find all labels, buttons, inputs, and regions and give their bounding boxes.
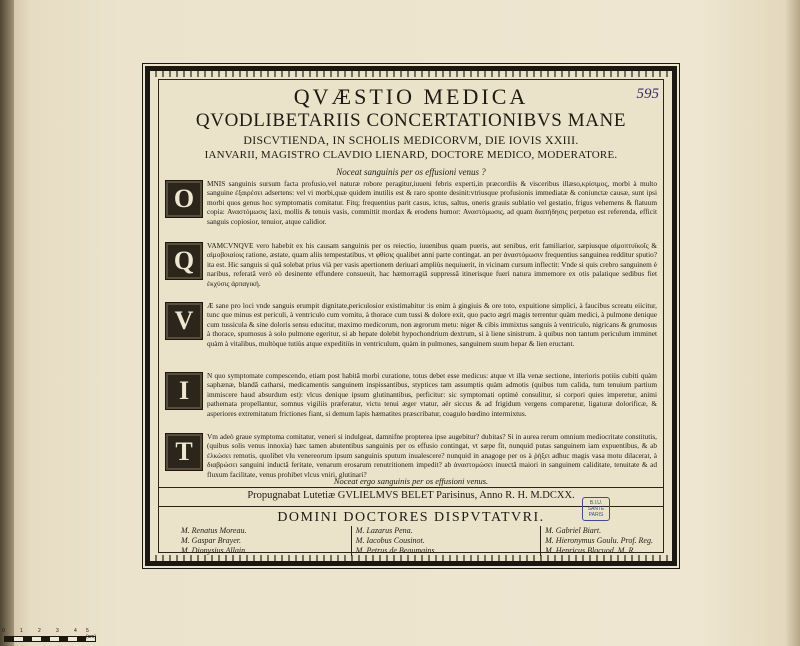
paragraph-text: N quo symptomate compescendo, etiam post habitâ morbi curatione, totus debet esse medicus: atque vt illa venæ sectione, interioris potiùs cubiti quàm saphænæ, blandâ catharsi, medicamentis sanguinem inspissantibus, styptices tam assumptis quàm admotis (quibus tum calida, tum tenuium partium immiscere haud absurdum est): vlcus denique ipsum glutinantibus, perficitur: sic symptomati optimè consulitur, si corpori quies imperetur, animi pathemata propellantur, somnus vigiliis præferatur, victu tenui æger vtatur, aër siccus & ad frigidum vergens comparetur, ligaturæ dolorificæ, & asperiores extremitatum frictiones fiant, si demum lapis hæmatites præscribatur, coagulo hœdino intermixtus.: [207, 371, 657, 418]
thesis-question: Noceat sanguinis per os effusioni venus ?: [336, 167, 486, 177]
paragraph-4: [165, 371, 657, 429]
drop-cap: V: [165, 302, 203, 340]
doctor-name: M. Gabriel Biart.: [545, 526, 602, 535]
drop-cap: I: [165, 372, 203, 410]
ruler-bar: [4, 636, 96, 642]
paragraph-text: Vm adeò graue symptoma comitatur, veneri si indulgeat, damnifne propterea ipse augebitur? dubitas? Si in aurea rerum omnium mediocritate constitutis,(quibus solis venus innoxia) hæc tamen abutentibus sanguinis per os effusio contingat, vt sæpe fit, nunquid putas sanguinem iam expuentibus, & ab ἐλκώσει remotis, quolibet vlu venereorum ipsum sanguinis sputum inualescere? nunquid in anagoge per os à ῥήξει adhuc magis vasa motu dilacerat, à διαβρώσει sanguini inductâ feritate, venarum erosarum renutritionem impedit? ab ἀναστομώσει inuectâ maiori in sanguinem caliditate, tenuitate & ad fluxum facilitate, venus prohibet vlcus vniri, glutinari?: [207, 432, 657, 479]
proponent-line: Propugnabat Lutetiæ GVLIELMVS BELET Parisinus, Anno R. H. M.DCXX.: [247, 490, 575, 501]
book-spine-edge: [0, 0, 14, 646]
drop-cap: O: [165, 180, 203, 218]
handwritten-page-number: 595: [636, 86, 659, 102]
doctor-name: M. Lazarus Pena.: [355, 526, 413, 535]
library-stamp: B.I.U. SANTÉ PARIS: [582, 497, 610, 521]
paragraph-text: Æ sane pro loci vnde sanguis erumpit dignitate,periculosior existimabitur :is enim à gingiuis & ore toto, expuitione simplici, à faucibus screatu eiicitur, tunc que minus est periculi, à ventriculo cum vomitu, à thorace cum tussi & dolore exit, quo pacto ægri magis terrentur quàm medici, à pulmone denique cum tussicula & sine doloris sensu educitur, maximo medicorum, non ægrorum metu: niger & cibis immixtus sanguis à ventriculo, nigricans & grumosus à thorace, spumosus à solo pulmone egeritur, si ab hepate dolebit hypochondrium dextrum, si à liene sinistrum. à quibus non tantum periculum imminet quàm à vitalibus, multòque tutiùs atque expeditiùs in ventriculum, quàm in pulmones, sanguinem suum hepar & lien eructant.: [207, 301, 657, 348]
doctors-list: [181, 526, 653, 556]
ruler-tick-label: 3: [56, 628, 59, 634]
page-subtitle: QVODLIBETARIIS CONCERTATIONIBVS MANE: [195, 110, 627, 131]
paragraph-text: MNIS sanguinis sursum facta profusio,vel naturæ robore peragitur,iuueni febris experti,in præcordiis & visceribus illæso,κρίσιμος, morbi à multo sanguine ἐξαιρέσει adsertens: vel vi morbi,quæ quidem inutilis est & raro sponte desinit:vtriusque profusionis immediatæ & coniunctæ causæ, sunt ipsi morbi quos genus hoc symptomatis comitatur. Fitq; frequentius parit casus, ictus, saltus, oneris grauis sublatio vel gestatio, frigus vehemens & flatuum copia: Αναστόμωσις laxi, mollis & tenuis vasis, committit mordax & erodens humor: Αναστόμωσις, ad quam διαπήδησις perpetuo est referenda, efficit sanguis copiosior, tenuior, atque calidior.: [207, 179, 657, 226]
ruler-tick-label: 0: [2, 628, 5, 634]
doctor-name: M. Renatus Moreau.: [181, 526, 247, 535]
doctor-name: M. Henricus Blacuod. M. R.: [545, 546, 636, 555]
thesis-conclusion: Noceat ergo sanguinis per os effusioni venus.: [333, 476, 489, 486]
doctors-column-2: [351, 526, 437, 556]
doctor-name: M. Hieronymus Goulu. Prof. Reg.: [545, 536, 653, 545]
doctor-name: M. Gaspar Brayer.: [181, 536, 241, 545]
ornamental-border: [145, 66, 677, 566]
paragraph-5: [165, 432, 657, 479]
drop-cap: T: [165, 433, 203, 471]
divider: [159, 487, 663, 488]
ruler-tick-label: 4: [74, 628, 77, 634]
paragraph-1: [165, 179, 657, 237]
doctor-name: M. Dionysius Allain.: [181, 546, 248, 555]
paragraph-text: VAMCVNQVE vero habebit ex his causam sanguinis per os reiectio, iuuenibus quam pueris, aut senibus, erit familiarior, sæpiusque αἱμοπτυϊκοῖς & αἱμοβοιαίοις ratione, æstate, quam aliis tempestatibus, vt φθίσις qualibet anni parte contingat. an per ἀναστόμωσιν frequentius sanguinea redditur sputio? ita est. Hic sanguis si quâ solebat prius vià per vasis apertionem deriuari ampliùs nequiuerit, in vicinam cursum inflectit: Vnde si quis crebro sanguinem è naribus, referatâ verò eò desinente effundere consueuit, hac hæmorragiâ suppressâ itinerisque fueri natura immemore ex otis palatique sedibus fiet ἐκχύσις ἀρπαγική.: [207, 241, 657, 288]
paragraph-2: [165, 241, 657, 297]
title-line-3: DISCVTIENDA, IN SCHOLIS MEDICORVM, DIE IOVIS XXIII.: [243, 133, 579, 147]
thesis-text-block: [158, 79, 664, 553]
paragraph-3: [165, 301, 657, 367]
doctor-name: M. Petrus de Beaumains.: [355, 546, 437, 555]
ruler-tick-label: 2: [38, 628, 41, 634]
ruler-tick-label: 5 (cm): [86, 628, 96, 640]
doctor-name: M. Iacobus Cousinot.: [355, 536, 425, 545]
doctors-column-3: [540, 526, 653, 556]
drop-cap: Q: [165, 242, 203, 280]
doctors-column-1: [181, 526, 247, 556]
ruler-tick-label: 1: [20, 628, 23, 634]
title-line-4: IANVARII, MAGISTRO CLAVDIO LIENARD, DOCTORE MEDICO, MODERATORE.: [204, 149, 618, 161]
doctors-heading: DOMINI DOCTORES DISPVTATVRI.: [277, 510, 545, 525]
page-title: QVÆSTIO MEDICA: [293, 84, 529, 109]
scale-ruler: [0, 628, 100, 646]
